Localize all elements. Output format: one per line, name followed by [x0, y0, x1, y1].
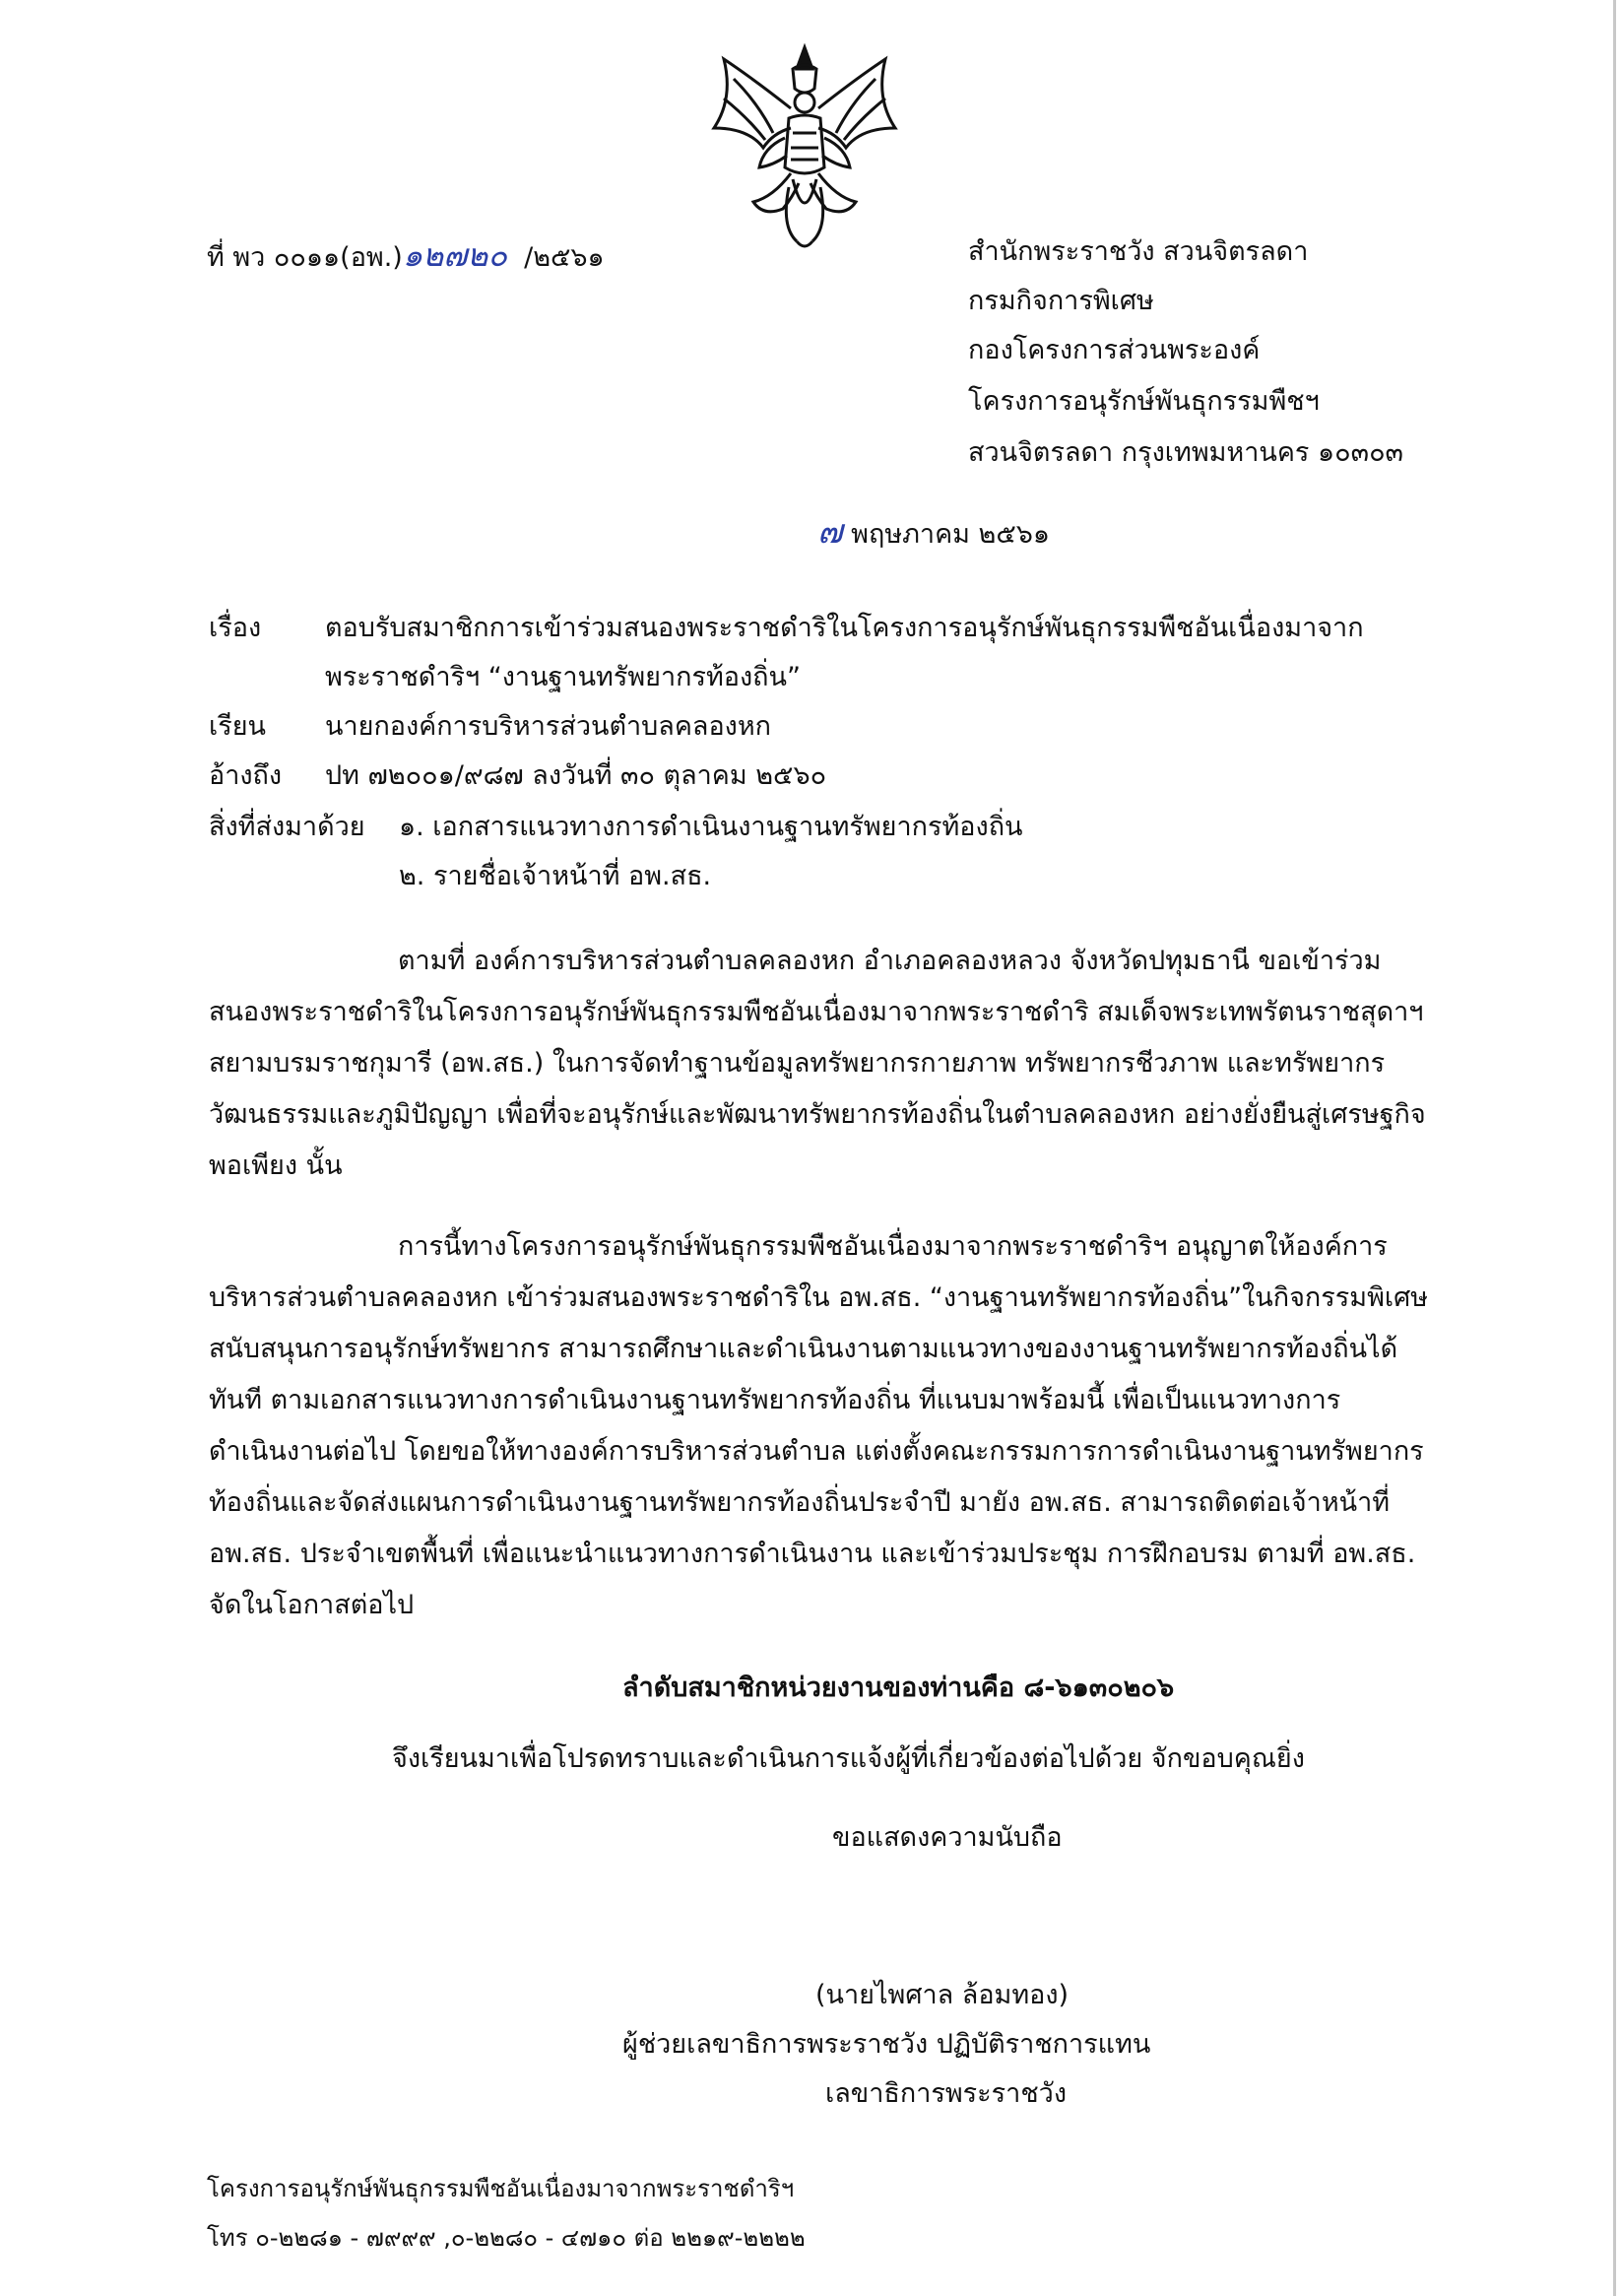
footer-phone: โทร ๐-๒๒๘๑ - ๗๙๙๙ ,๐-๒๒๘๐ - ๔๗๑๐ ต่อ ๒๒๑๙-๒๒๒๒	[207, 2224, 806, 2252]
document-number-suffix: /๒๕๖๑	[524, 242, 605, 273]
sender-address-line-5: สวนจิตรลดา กรุงเทพมหานคร ๑๐๓๐๓	[968, 437, 1404, 468]
document-number-prefix: ที่ พว ๐๐๑๑(อพ.)	[207, 242, 403, 273]
enclosure-item-1: ๑. เอกสารแนวทางการดำเนินงานฐานทรัพยากรท้องถิ่น	[399, 812, 1023, 842]
subject-line-2: พระราชดำริฯ “งานฐานทรัพยากรท้องถิ่น”	[325, 662, 801, 692]
enclosure-item-2: ๒. รายชื่อเจ้าหน้าที่ อพ.สธ.	[399, 861, 712, 891]
paragraph-1-line: สนองพระราชดำริในโครงการอนุรักษ์พันธุกรรมพืชอันเนื่องมาจากพระราชดำริ สมเด็จพระเทพรัตนราชสุดาฯ	[209, 997, 1424, 1027]
sender-address-line-4: โครงการอนุรักษ์พันธุกรรมพืชฯ	[968, 386, 1320, 417]
garuda-emblem	[694, 39, 916, 261]
to-value: นายกองค์การบริหารส่วนตำบลคลองหก	[325, 711, 771, 742]
member-number-line: ลำดับสมาชิกหน่วยงานของท่านคือ ๘-๖๑๓๐๒๐๖	[622, 1673, 1175, 1703]
paragraph-1-line: ตามที่ องค์การบริหารส่วนตำบลคลองหก อำเภอคลองหลวง จังหวัดปทุมธานี ขอเข้าร่วม	[398, 946, 1382, 976]
paragraph-1-line: สยามบรมราชกุมารี (อพ.สธ.) ในการจัดทำฐานข้อมูลทรัพยากรกายภาพ ทรัพยากรชีวภาพ และทรัพยากร	[209, 1048, 1386, 1079]
body-paragraph-1	[209, 946, 1450, 1202]
sender-address-line-3: กองโครงการส่วนพระองค์	[968, 335, 1261, 365]
paragraph-1-line: วัฒนธรรมและภูมิปัญญา เพื่อที่จะอนุรักษ์และพัฒนาทรัพยากรท้องถิ่นในตำบลคลองหก อย่างยั่งยืนสู่เศรษฐกิจ	[209, 1099, 1426, 1130]
subject-line-1: ตอบรับสมาชิกการเข้าร่วมสนองพระราชดำริในโครงการอนุรักษ์พันธุกรรมพืชอันเนื่องมาจาก	[325, 613, 1364, 643]
to-label: เรียน	[209, 711, 267, 742]
handwritten-day: ๗	[817, 512, 843, 552]
handwritten-document-number: ๑๒๗๒๐	[402, 236, 507, 274]
document-number	[207, 236, 605, 274]
paragraph-2-line: ทันที ตามเอกสารแนวทางการดำเนินงานฐานทรัพยากรท้องถิ่น ที่แนบมาพร้อมนี้ เพื่อเป็นแนวทางการ	[209, 1385, 1341, 1415]
body-paragraph-2	[209, 1231, 1450, 1641]
signatory-title-line-1: ผู้ช่วยเลขาธิการพระราชวัง ปฏิบัติราชการแทน	[622, 2029, 1151, 2060]
paragraph-2-line: บริหารส่วนตำบลคลองหก เข้าร่วมสนองพระราชดำริใน อพ.สธ. “งานฐานทรัพยากรท้องถิ่น”ในกิจกรรมพิเศษ	[209, 1282, 1429, 1313]
subject-label: เรื่อง	[209, 613, 262, 643]
reference-value: ปท ๗๒๐๐๑/๙๘๗ ลงวันที่ ๓๐ ตุลาคม ๒๕๖๐	[325, 760, 827, 791]
footer-organization: โครงการอนุรักษ์พันธุกรรมพืชอันเนื่องมาจากพระราชดำริฯ	[207, 2175, 795, 2202]
letter-date	[817, 512, 1050, 553]
enclosure-label: สิ่งที่ส่งมาด้วย	[209, 812, 365, 842]
signatory-name: (นายไพศาล ล้อมทอง)	[815, 1980, 1070, 2010]
paragraph-2-line: อพ.สธ. ประจำเขตพื้นที่ เพื่อแนะนำแนวทางการดำเนินงาน และเข้าร่วมประชุม การฝึกอบรม ตามที่ อพ.สธ.	[209, 1539, 1416, 1569]
paragraph-2-line: ท้องถิ่นและจัดส่งแผนการดำเนินงานฐานทรัพยากรท้องถิ่นประจำปี มายัง อพ.สธ. สามารถติดต่อเจ้าหน้าที่	[209, 1487, 1391, 1518]
sender-address-line-2: กรมกิจการพิเศษ	[968, 286, 1154, 316]
month-year: พฤษภาคม ๒๕๖๑	[851, 519, 1051, 550]
paragraph-2-line: การนี้ทางโครงการอนุรักษ์พันธุกรรมพืชอันเนื่องมาจากพระราชดำริฯ อนุญาตให้องค์การ	[398, 1231, 1388, 1262]
paragraph-1-line: พอเพียง นั้น	[209, 1150, 343, 1181]
closing-line: จึงเรียนมาเพื่อโปรดทราบและดำเนินการแจ้งผู้ที่เกี่ยวข้องต่อไปด้วย จักขอบคุณยิ่ง	[392, 1743, 1305, 1774]
sender-address-line-1: สำนักพระราชวัง สวนจิตรลดา	[968, 236, 1309, 267]
paragraph-2-line: ดำเนินงานต่อไป โดยขอให้ทางองค์การบริหารส่วนตำบล แต่งตั้งคณะกรรมการการดำเนินงานฐานทรัพยากร	[209, 1436, 1424, 1467]
paragraph-2-line: สนับสนุนการอนุรักษ์ทรัพยากร สามารถศึกษาและดำเนินงานตามแนวทางของงานฐานทรัพยากรท้องถิ่นได้	[209, 1334, 1398, 1364]
paragraph-2-line: จัดในโอกาสต่อไป	[209, 1590, 415, 1620]
regards: ขอแสดงความนับถือ	[832, 1822, 1063, 1853]
page-edge	[1613, 0, 1616, 2296]
signatory-title-line-2: เลขาธิการพระราชวัง	[825, 2078, 1068, 2109]
reference-label: อ้างถึง	[209, 760, 283, 791]
